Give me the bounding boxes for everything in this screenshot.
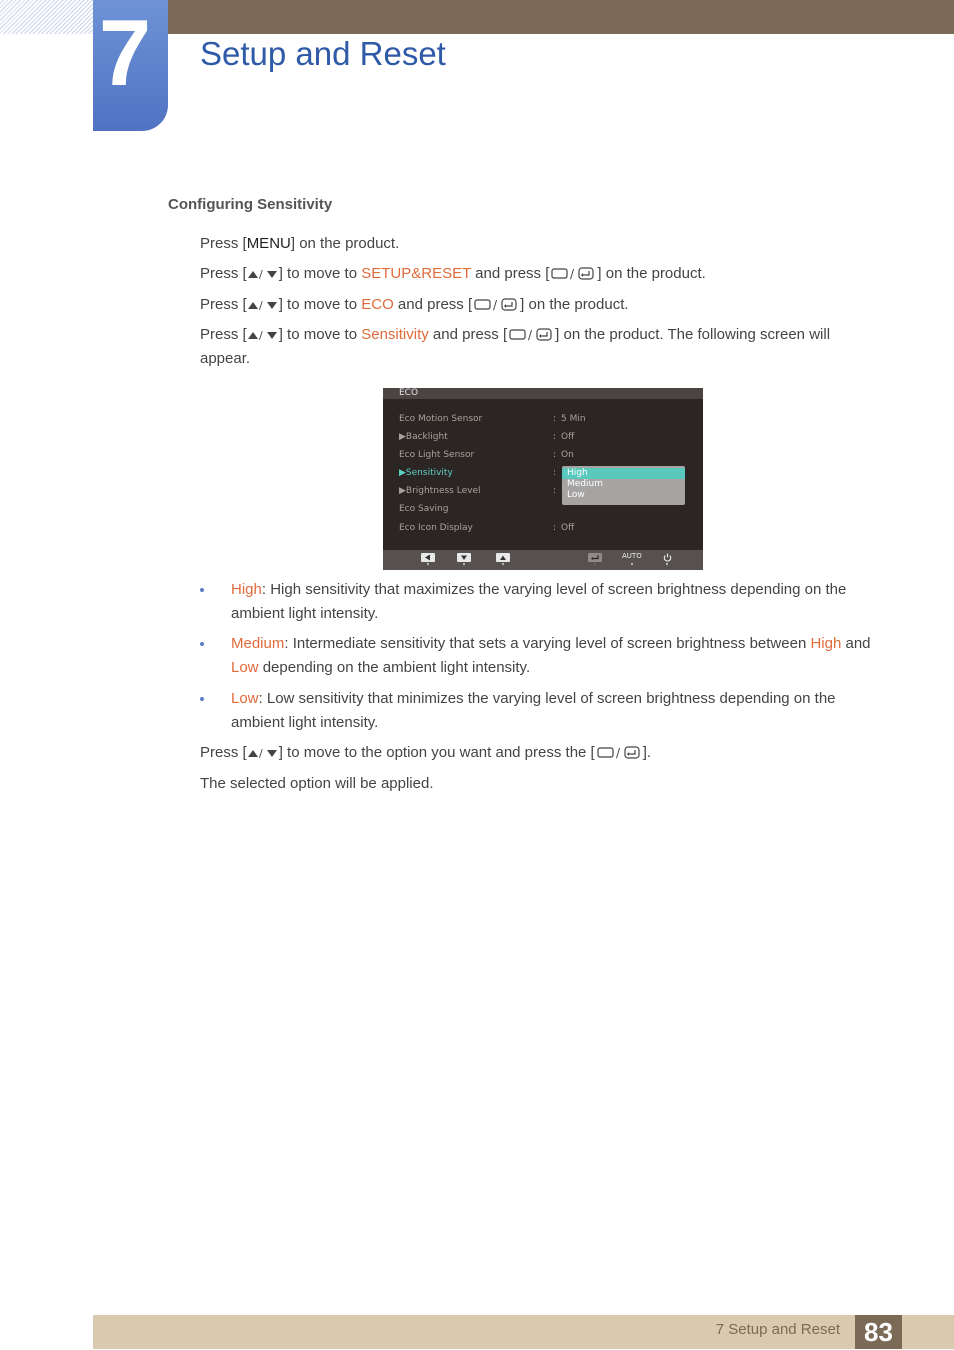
svg-text:/: / bbox=[528, 328, 533, 341]
step-3 bbox=[200, 293, 629, 317]
enter-button-icon[interactable] bbox=[588, 553, 602, 562]
step-text: Press [ bbox=[200, 326, 247, 343]
svg-text:/: / bbox=[615, 746, 620, 759]
bullet-description: depending on the ambient light intensity. bbox=[258, 659, 531, 676]
low-term: Low bbox=[231, 659, 259, 676]
bullet-description: : High sensitivity that maximizes the varying level of screen brightness depending on the ambient light intensity. bbox=[231, 581, 847, 622]
osd-row-value: Off bbox=[561, 432, 575, 442]
up-down-arrows-icon bbox=[247, 299, 279, 311]
osd-screen bbox=[383, 388, 703, 570]
indicator-dot bbox=[666, 563, 668, 566]
option-medium[interactable]: Medium bbox=[567, 479, 603, 489]
auto-button[interactable]: AUTO bbox=[622, 552, 642, 560]
up-down-arrows-icon bbox=[247, 747, 279, 759]
osd-row-eco-motion-sensor[interactable] bbox=[399, 412, 689, 426]
step-text: and press [ bbox=[428, 326, 508, 343]
eco-term: ECO bbox=[361, 296, 394, 313]
bullet-dot bbox=[200, 697, 204, 701]
indicator-dot bbox=[594, 563, 596, 566]
step-4 bbox=[200, 323, 860, 371]
indicator-dot bbox=[502, 563, 504, 566]
source-enter-icon bbox=[507, 327, 555, 341]
osd-row-colon: : bbox=[553, 432, 557, 442]
step-text: Press [ bbox=[200, 744, 247, 761]
svg-text:/: / bbox=[258, 329, 263, 341]
sensitivity-dropdown bbox=[562, 466, 685, 505]
source-enter-icon bbox=[549, 266, 597, 280]
step-6: The selected option will be applied. bbox=[200, 775, 434, 792]
indicator-dot bbox=[427, 563, 429, 566]
bullet-text bbox=[231, 632, 880, 680]
power-icon[interactable] bbox=[663, 553, 672, 562]
step-text: ] to move to bbox=[278, 265, 362, 282]
osd-row-colon: : bbox=[553, 468, 557, 478]
osd-header bbox=[383, 388, 703, 399]
osd-row-label: ▶Backlight bbox=[399, 432, 448, 442]
up-button-icon[interactable] bbox=[496, 553, 510, 562]
osd-row-label: Eco Motion Sensor bbox=[399, 414, 483, 424]
osd-row-label: ▶Brightness Level bbox=[399, 486, 481, 496]
bullet-text bbox=[231, 687, 880, 735]
option-low[interactable]: Low bbox=[567, 490, 585, 500]
step-text: ] on the product. The following screen will appear. bbox=[200, 326, 831, 367]
page-number-box bbox=[855, 1315, 902, 1349]
svg-text:/: / bbox=[258, 268, 263, 280]
chapter-title: Setup and Reset bbox=[200, 35, 446, 72]
menu-key: MENU bbox=[246, 235, 291, 252]
osd-title: ECO bbox=[399, 388, 419, 398]
step-2 bbox=[200, 262, 706, 286]
high-term: High bbox=[810, 635, 842, 652]
chapter-tab bbox=[93, 0, 168, 131]
osd-row-value: 5 Min bbox=[561, 414, 586, 424]
down-button-icon[interactable] bbox=[457, 553, 471, 562]
step-text: ] to move to bbox=[278, 296, 362, 313]
page-number: 83 bbox=[864, 1317, 893, 1347]
svg-text:/: / bbox=[493, 298, 498, 311]
header-bar bbox=[93, 0, 954, 34]
osd-row-label: Eco Saving bbox=[399, 504, 449, 514]
svg-text:/: / bbox=[258, 747, 263, 759]
osd-row-colon: : bbox=[553, 450, 557, 460]
step-1 bbox=[200, 232, 399, 256]
step-text: ] on the product. bbox=[520, 296, 629, 313]
bullet-dot bbox=[200, 642, 204, 646]
bullet-high bbox=[200, 578, 880, 626]
bullet-dot bbox=[200, 588, 204, 592]
section-title: Configuring Sensitivity bbox=[168, 196, 333, 213]
low-term: Low bbox=[231, 690, 259, 707]
osd-row-value: On bbox=[561, 450, 574, 460]
osd-row-eco-icon-display[interactable] bbox=[399, 521, 689, 535]
svg-text:/: / bbox=[258, 299, 263, 311]
step-5 bbox=[200, 741, 651, 765]
left-button-icon[interactable] bbox=[421, 553, 435, 562]
osd-row-eco-light-sensor[interactable] bbox=[399, 448, 689, 462]
step-text: Press [ bbox=[200, 265, 247, 282]
step-text: ] to move to the option you want and press the [ bbox=[278, 744, 595, 761]
step-text: ] on the product. bbox=[597, 265, 706, 282]
osd-row-label: ▶Sensitivity bbox=[399, 468, 453, 478]
svg-text:/: / bbox=[570, 267, 575, 280]
sensitivity-term: Sensitivity bbox=[361, 326, 429, 343]
step-text: ] to move to bbox=[278, 326, 362, 343]
osd-row-colon: : bbox=[553, 523, 557, 533]
step-text: Press [ bbox=[200, 235, 247, 252]
osd-row-backlight[interactable] bbox=[399, 430, 689, 444]
osd-footer bbox=[383, 550, 703, 570]
osd-row-colon: : bbox=[553, 414, 557, 424]
footer-chapter-label: 7 Setup and Reset bbox=[715, 1321, 840, 1338]
indicator-dot bbox=[463, 563, 465, 566]
bullet-description: : Intermediate sensitivity that sets a varying level of screen brightness between bbox=[284, 635, 811, 652]
header-hatch bbox=[0, 0, 93, 34]
source-enter-icon bbox=[595, 745, 643, 759]
indicator-dot bbox=[631, 563, 633, 566]
step-text: and press [ bbox=[471, 265, 550, 282]
osd-row-colon: : bbox=[553, 486, 557, 496]
osd-row-value: Off bbox=[561, 523, 575, 533]
chapter-number: 7 bbox=[98, 0, 152, 105]
setup-reset-term: SETUP&RESET bbox=[361, 265, 471, 282]
bullet-description: and bbox=[841, 635, 871, 652]
step-text: and press [ bbox=[393, 296, 473, 313]
high-term: High bbox=[231, 581, 262, 598]
source-enter-icon bbox=[472, 297, 520, 311]
bullet-low bbox=[200, 687, 880, 735]
step-text: Press [ bbox=[200, 296, 247, 313]
option-high[interactable]: High bbox=[562, 468, 685, 479]
step-text: ]. bbox=[642, 744, 652, 761]
osd-row-label: Eco Light Sensor bbox=[399, 450, 475, 460]
osd-row-label: Eco Icon Display bbox=[399, 523, 473, 533]
bullet-text bbox=[231, 578, 880, 626]
medium-term: Medium bbox=[231, 635, 285, 652]
up-down-arrows-icon bbox=[247, 268, 279, 280]
up-down-arrows-icon bbox=[247, 329, 279, 341]
bullet-medium bbox=[200, 632, 880, 680]
step-text: ] on the product. bbox=[290, 235, 400, 252]
bullet-description: : Low sensitivity that minimizes the varying level of screen brightness depending on the ambient light intensity. bbox=[231, 690, 836, 731]
